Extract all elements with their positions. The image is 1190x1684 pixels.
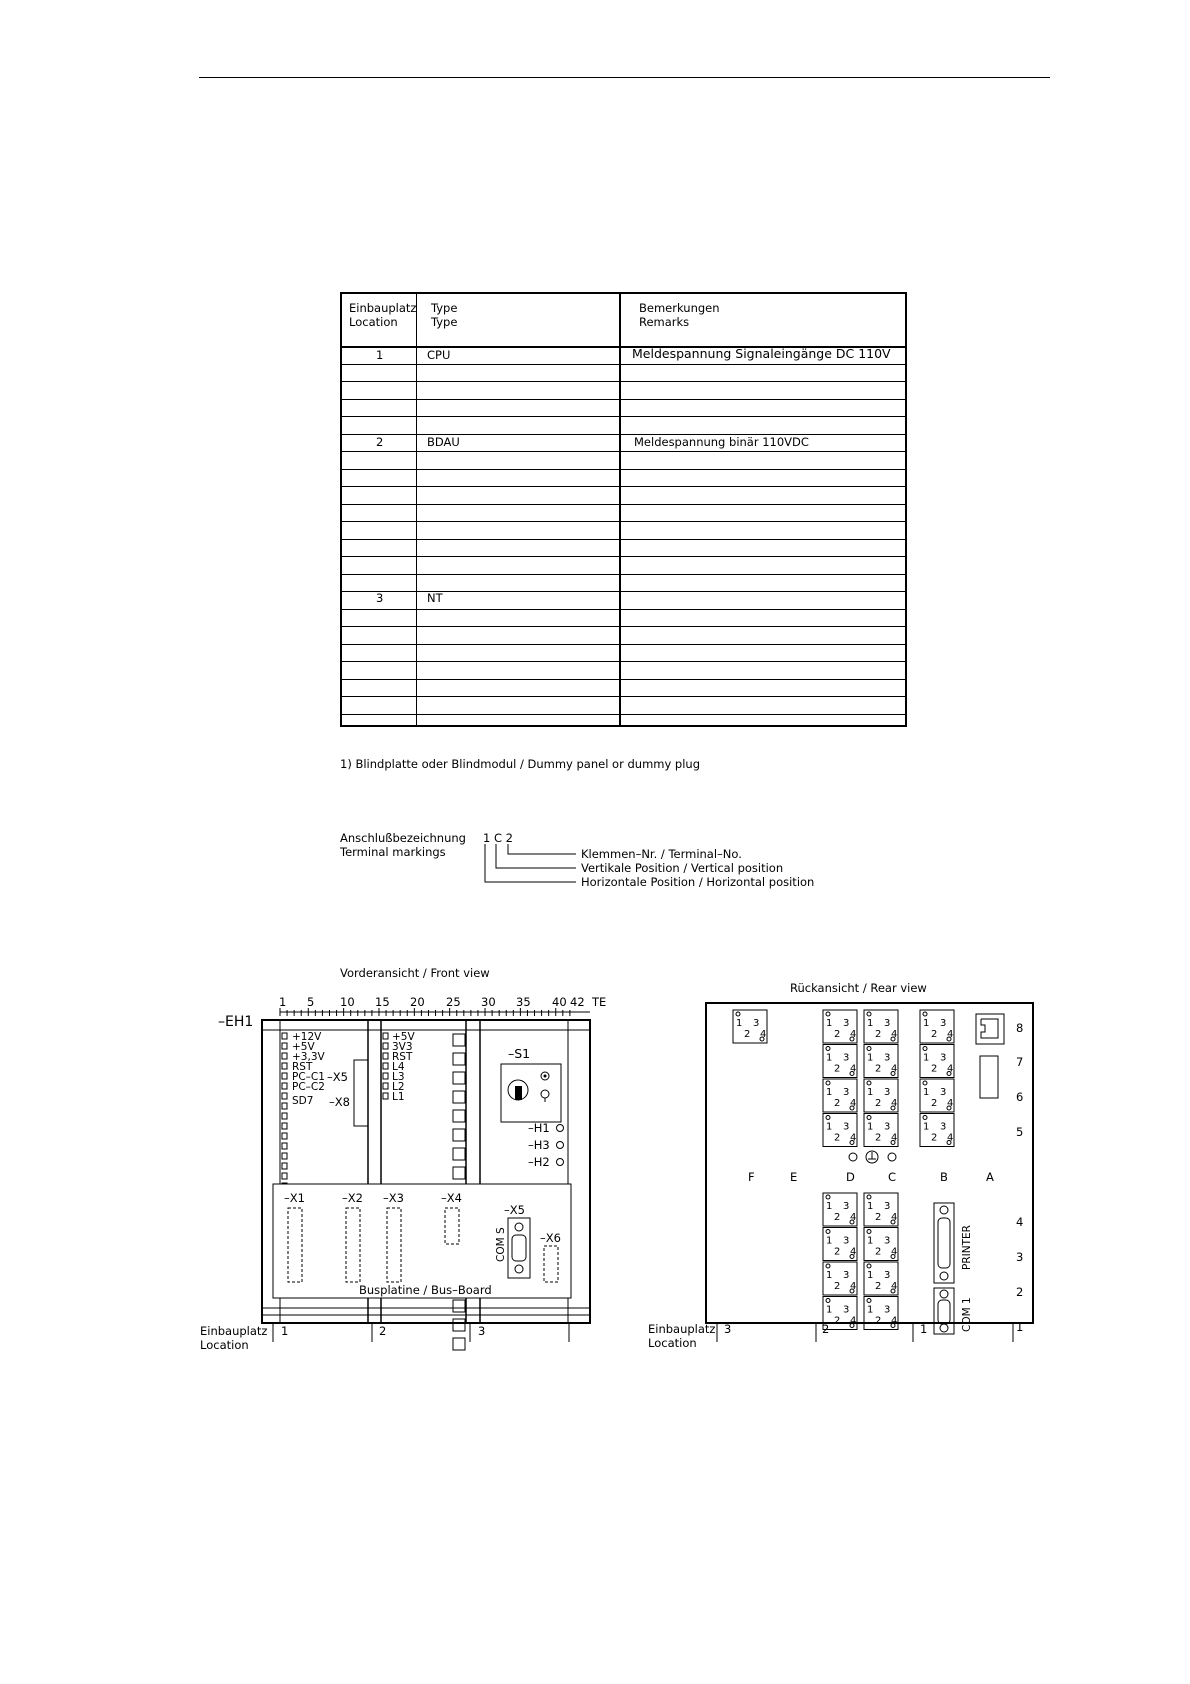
cell-type: CPU [427,348,451,362]
front-view-drawing [0,960,607,1410]
svg-text:1: 1 [867,1052,874,1064]
svg-text:2: 2 [875,1246,882,1258]
svg-text:4: 4 [891,1315,898,1327]
svg-text:1: 1 [826,1270,833,1281]
cell-remark: Meldespannung binär 110VDC [634,435,809,449]
header-type: Type Type [431,301,458,329]
com1-connector [934,1288,954,1334]
svg-text:4: 4 [850,1098,857,1109]
slot2-label: 3V3 [392,1041,413,1053]
svg-text:3: 3 [884,1304,891,1316]
row-number: 3 [1016,1250,1024,1264]
svg-text:4: 4 [891,1098,898,1109]
terminal-block [823,1262,857,1295]
printer-connector [934,1203,954,1283]
table-row-line [342,451,905,452]
terminal-block [864,1010,898,1043]
slot1-connector-pins [282,1033,287,1189]
location-label: Einbauplatz [200,1324,268,1338]
terminal-blocks [733,1010,954,1330]
com1-label: COM 1 [961,1297,973,1332]
svg-text:2: 2 [834,1098,841,1109]
svg-text:4: 4 [891,1132,898,1144]
te-scale [280,1008,590,1016]
location-label: Location [200,1338,249,1352]
device-label: –EH1 [218,1014,254,1030]
slot2-label: RST [392,1051,413,1063]
led-icon [557,1125,564,1132]
terminal-leader-lines [480,840,580,885]
column-letter: F [748,1170,755,1184]
location-table [340,292,907,727]
terminal-block [864,1228,898,1261]
slot2-label: L2 [392,1081,405,1093]
cell-location: 3 [376,591,384,605]
svg-text:3: 3 [884,1201,891,1212]
terminal-block [823,1045,857,1078]
printer-label: PRINTER [961,1225,973,1270]
slot2-label: L4 [392,1061,405,1073]
terminal-block [920,1079,954,1112]
led-icon [557,1159,564,1166]
x8-label: –X8 [329,1095,350,1109]
svg-text:4: 4 [850,1132,857,1144]
svg-text:1: 1 [826,1121,833,1133]
svg-text:2: 2 [875,1029,882,1040]
module-slot [980,1056,998,1098]
svg-text:3: 3 [843,1052,850,1064]
scale-label: 30 [481,995,496,1009]
svg-text:1: 1 [867,1304,874,1316]
svg-text:3: 3 [843,1270,850,1281]
table-row-line [342,574,905,575]
svg-text:3: 3 [940,1052,947,1064]
svg-text:2: 2 [931,1132,938,1144]
scale-label: 15 [375,995,390,1009]
svg-text:2: 2 [834,1063,841,1075]
scale-label: 35 [516,995,531,1009]
svg-text:2: 2 [834,1315,841,1327]
table-row-line [342,434,905,435]
svg-text:4: 4 [850,1281,857,1292]
slot2-label: +5V [392,1031,415,1043]
table-row-line [342,644,905,645]
column-letter: C [888,1170,897,1184]
scale-label: TE [592,995,607,1009]
location-number: 1 [920,1322,928,1336]
table-row-line [342,556,905,557]
column-letter: B [940,1170,948,1184]
x5-label: –X5 [327,1070,348,1084]
svg-text:3: 3 [843,1018,850,1029]
svg-text:2: 2 [875,1281,882,1292]
slot1-label: +5V [292,1041,315,1053]
svg-text:3: 3 [843,1201,850,1212]
terminal-block [920,1045,954,1078]
svg-text:1: 1 [826,1087,833,1098]
terminal-line: Vertikale Position / Vertical position [581,861,784,875]
svg-text:2: 2 [875,1315,882,1327]
svg-text:2: 2 [875,1098,882,1109]
slot2-label: L1 [392,1091,405,1103]
svg-text:3: 3 [940,1018,947,1029]
svg-text:3: 3 [884,1052,891,1064]
terminal-label-en: Terminal markings [340,845,446,859]
svg-text:2: 2 [875,1212,882,1223]
svg-text:3: 3 [884,1235,891,1247]
led-icon [557,1142,564,1149]
cell-type: BDAU [427,435,460,449]
svg-text:4: 4 [891,1246,898,1258]
row-number: 7 [1016,1055,1024,1069]
cell-location: 2 [376,435,384,449]
table-row-line [342,539,905,540]
svg-text:1: 1 [867,1235,874,1247]
table-row-line [342,714,905,715]
svg-text:2: 2 [931,1063,938,1075]
rear-view-drawing [600,960,1050,1410]
bus-connector-label: –X1 [284,1191,305,1205]
scale-label: 5 [307,995,315,1009]
svg-text:3: 3 [884,1018,891,1029]
svg-text:2: 2 [834,1132,841,1144]
svg-text:4: 4 [891,1029,898,1040]
bus-connector-label: –X4 [441,1191,462,1205]
svg-text:4: 4 [850,1063,857,1075]
location-number: 2 [379,1324,387,1338]
bus-connector-label: –X5 [504,1203,525,1217]
svg-text:3: 3 [843,1304,850,1316]
slot2-label: L3 [392,1071,405,1083]
table-row-line [342,661,905,662]
svg-text:4: 4 [850,1212,857,1223]
svg-text:1: 1 [826,1052,833,1064]
lamp-icon [541,1090,549,1098]
location-label: Location [648,1336,697,1350]
svg-text:1: 1 [923,1052,930,1064]
cell-remark: Meldespannung Signaleingänge DC 110V [632,346,891,361]
row-number: 8 [1016,1021,1024,1035]
svg-text:1: 1 [867,1018,874,1029]
scale-label: 20 [410,995,425,1009]
svg-text:4: 4 [850,1029,857,1040]
slot1-label: PC–C1 [292,1071,325,1083]
svg-text:4: 4 [947,1063,954,1075]
svg-text:3: 3 [843,1121,850,1133]
svg-text:1: 1 [867,1270,874,1281]
table-row-line [342,679,905,680]
svg-text:4: 4 [891,1212,898,1223]
table-row-line [342,416,905,417]
terminal-label-de: Anschlußbezeichnung [340,831,466,845]
slot1-label: +12V [292,1031,322,1043]
svg-text:2: 2 [834,1281,841,1292]
svg-text:3: 3 [843,1087,850,1098]
svg-text:1: 1 [736,1018,743,1029]
terminal-block [823,1079,857,1112]
svg-text:2: 2 [834,1246,841,1258]
terminal-block [864,1079,898,1112]
slot1-label: PC–C2 [292,1081,325,1093]
svg-text:4: 4 [947,1132,954,1144]
terminal-block [864,1045,898,1078]
scale-label: 40 [552,995,567,1009]
svg-text:3: 3 [940,1087,947,1098]
slot1-label: +3,3V [292,1051,325,1063]
svg-text:4: 4 [891,1063,898,1075]
terminal-block [823,1010,857,1043]
header-remarks: Bemerkungen Remarks [639,301,720,329]
slot1-label: SD7 [292,1095,314,1107]
row-number: 6 [1016,1090,1024,1104]
svg-text:1: 1 [923,1018,930,1029]
table-row-line [342,521,905,522]
svg-text:2: 2 [931,1098,938,1109]
bus-connector-label: –X6 [540,1231,561,1245]
row-number: 4 [1016,1215,1024,1229]
bus-connector-label: –X2 [342,1191,363,1205]
bus-board-label: Busplatine / Bus–Board [359,1283,492,1297]
table-row-line [342,504,905,505]
svg-text:4: 4 [947,1029,954,1040]
svg-text:1: 1 [923,1121,930,1133]
location-number: 3 [724,1322,732,1336]
table-row-line [342,591,905,592]
switch-s1 [501,1064,561,1122]
svg-text:1: 1 [867,1201,874,1212]
terminal-block [823,1228,857,1261]
table-row-line [342,609,905,610]
table-row-line [342,696,905,697]
s1-label: –S1 [508,1046,531,1061]
location-label: Einbauplatz [648,1322,716,1336]
row-number: 1 [1016,1320,1024,1334]
header-location: Einbauplatz Location [349,301,417,329]
table-row-line [342,399,905,400]
terminal-block [864,1297,898,1330]
terminal-block [920,1010,954,1043]
svg-text:3: 3 [884,1121,891,1133]
svg-text:2: 2 [834,1212,841,1223]
column-letter: E [790,1170,798,1184]
svg-text:1: 1 [826,1235,833,1247]
svg-text:1: 1 [826,1304,833,1316]
com-s-label: COM S [495,1227,507,1262]
table-row-line [342,626,905,627]
svg-text:4: 4 [891,1281,898,1292]
front-view-title: Vorderansicht / Front view [340,966,490,980]
footnote: 1) Blindplatte oder Blindmodul / Dummy panel or dummy plug [340,757,701,771]
terminal-block [920,1114,954,1147]
svg-text:4: 4 [760,1029,767,1040]
table-header [342,294,905,348]
header-rule [199,77,1050,78]
location-number: 2 [822,1322,830,1336]
column-letter: D [846,1170,855,1184]
scale-label: 1 [279,995,287,1009]
svg-text:1: 1 [867,1121,874,1133]
svg-text:4: 4 [850,1246,857,1258]
terminal-code: 1 C 2 [483,831,513,845]
svg-text:2: 2 [875,1132,882,1144]
terminal-line: Horizontale Position / Horizontal position [581,875,815,889]
table-row-line [342,364,905,365]
svg-text:1: 1 [923,1087,930,1098]
terminal-block [733,1010,767,1043]
svg-text:1: 1 [826,1201,833,1212]
svg-text:1: 1 [867,1087,874,1098]
row-number: 5 [1016,1125,1024,1139]
column-letter: A [986,1170,994,1184]
location-number: 1 [281,1324,289,1338]
rear-view-title: Rückansicht / Rear view [790,981,927,995]
scale-label: 42 [570,995,585,1009]
terminal-block [864,1262,898,1295]
terminal-block [864,1114,898,1147]
svg-text:3: 3 [843,1235,850,1247]
table-row-line [342,381,905,382]
scale-label: 25 [446,995,461,1009]
bus-connector-label: –X3 [383,1191,404,1205]
scale-label: 10 [340,995,355,1009]
terminal-block [864,1193,898,1226]
location-number: 3 [478,1324,486,1338]
svg-text:2: 2 [931,1029,938,1040]
led-label: –H1 [528,1121,550,1135]
led-label: –H3 [528,1138,550,1152]
row-number: 2 [1016,1285,1024,1299]
svg-text:3: 3 [884,1087,891,1098]
svg-text:2: 2 [875,1063,882,1075]
table-row-line [342,469,905,470]
led-label: –H2 [528,1155,550,1169]
svg-text:2: 2 [834,1029,841,1040]
svg-text:4: 4 [850,1315,857,1327]
terminal-block [823,1114,857,1147]
svg-text:1: 1 [826,1018,833,1029]
terminal-block [823,1193,857,1226]
table-row-line [342,486,905,487]
svg-text:2: 2 [744,1029,751,1040]
slot1-label: RST [292,1061,313,1073]
cell-location: 1 [376,348,384,362]
svg-text:3: 3 [940,1121,947,1133]
svg-text:3: 3 [753,1018,760,1029]
slot2-connector-pins [383,1033,388,1099]
svg-text:4: 4 [947,1098,954,1109]
cell-type: NT [427,591,443,605]
svg-text:3: 3 [884,1270,891,1281]
terminal-line: Klemmen–Nr. / Terminal–No. [581,847,742,861]
